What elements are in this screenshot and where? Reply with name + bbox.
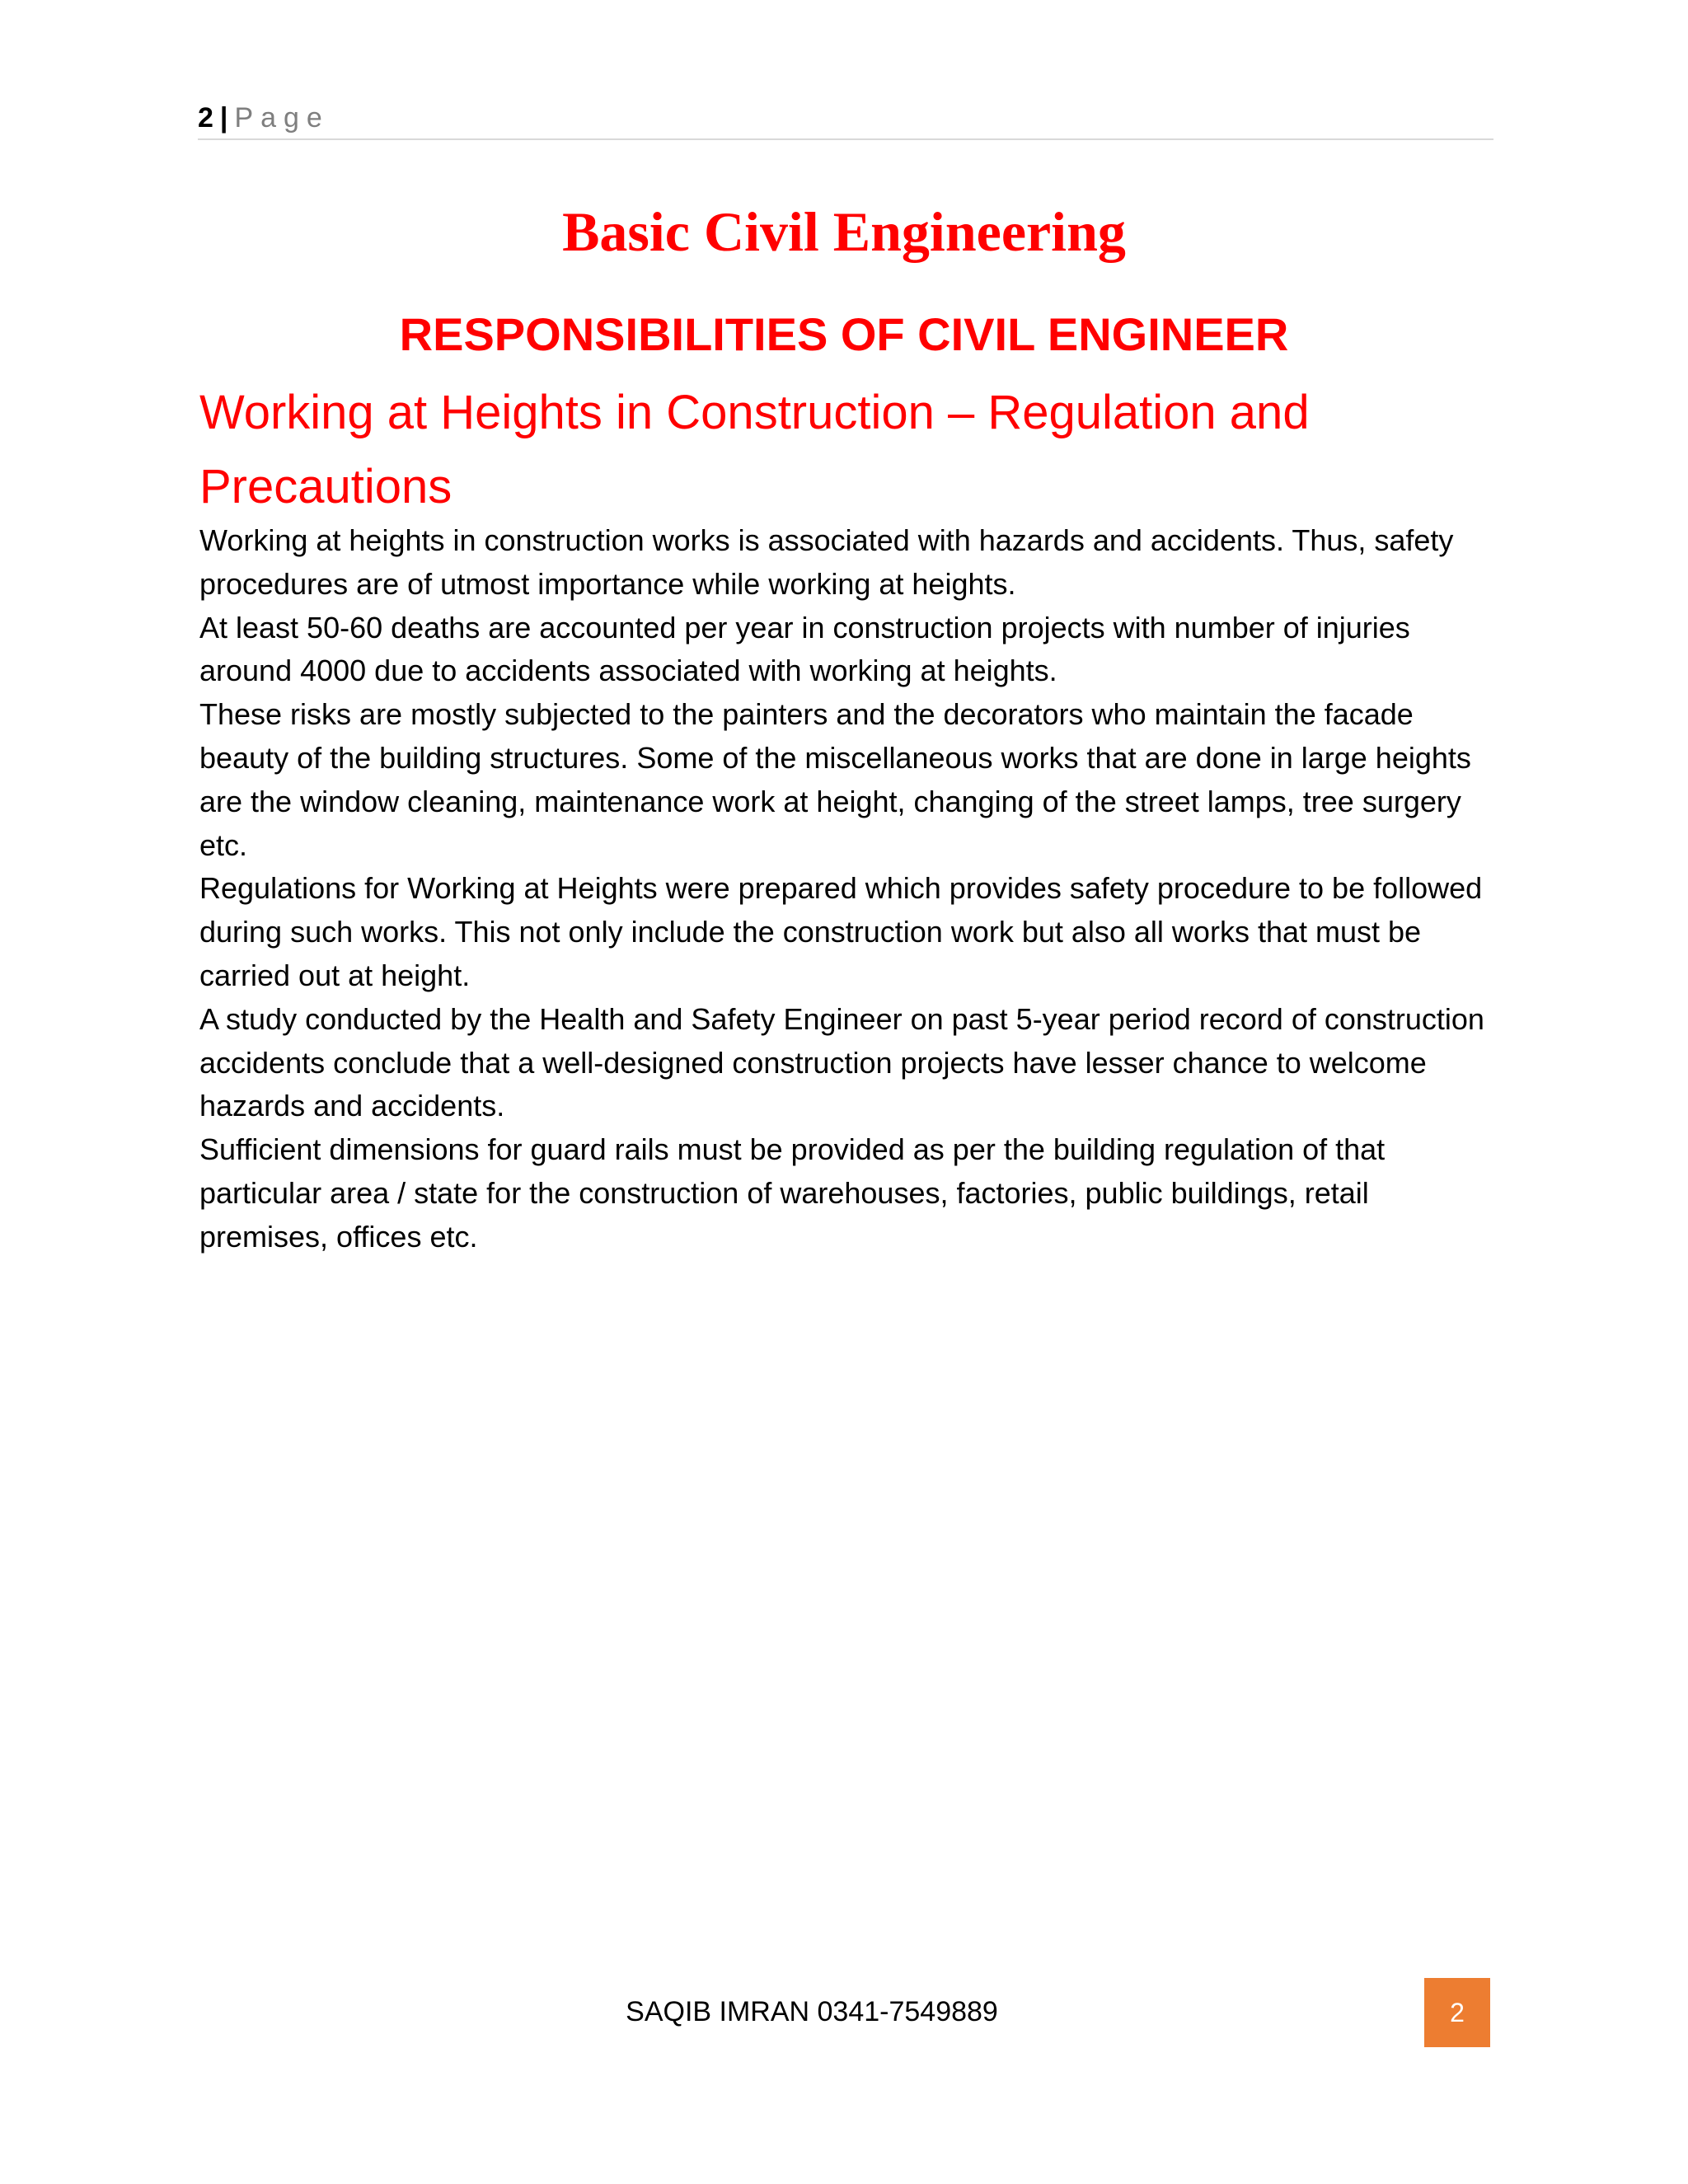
paragraph: Working at heights in construction works is associated with hazards and accidents. Thus, safety procedures are of utmost importance while working at heights.	[199, 523, 1454, 601]
section-heading: Working at Heights in Construction – Regulation and Precautions	[199, 386, 1310, 513]
paragraph: At least 50-60 deaths are accounted per year in construction projects with number of injuries around 4000 due to accidents associated with working at heights.	[199, 610, 1410, 688]
body-text	[199, 519, 1502, 1259]
footer-author: SAQIB IMRAN 0341-7549889	[626, 1996, 998, 2027]
header-separator: |	[219, 102, 228, 134]
document-subtitle: RESPONSIBILITIES OF CIVIL ENGINEER	[399, 308, 1289, 360]
paragraph: Regulations for Working at Heights were prepared which provides safety procedure to be followed during such works. This not only include the construction work but also all works that must be carried out at height.	[199, 871, 1483, 992]
paragraph: A study conducted by the Health and Safety Engineer on past 5-year period record of construction accidents conclude that a well-designed construction projects have lesser chance to welcome hazards and accidents.	[199, 1001, 1484, 1123]
footer-page-number-badge: 2	[1424, 1978, 1490, 2047]
page-header	[198, 97, 1493, 140]
document-title: Basic Civil Engineering	[562, 200, 1126, 263]
header-page-number: 2	[198, 102, 213, 134]
header-page-word: Page	[234, 102, 330, 134]
paragraph: Sufficient dimensions for guard rails must be provided as per the building regulation of that particular area / state for the construction of warehouses, factories, public buildings, retail premises, offices etc.	[199, 1132, 1386, 1254]
paragraph: These risks are mostly subjected to the painters and the decorators who maintain the facade beauty of the building structures. Some of the miscellaneous works that are done in large heights are the window cleaning, maintenance work at height, changing of the street lamps, tree surgery etc.	[199, 697, 1471, 862]
